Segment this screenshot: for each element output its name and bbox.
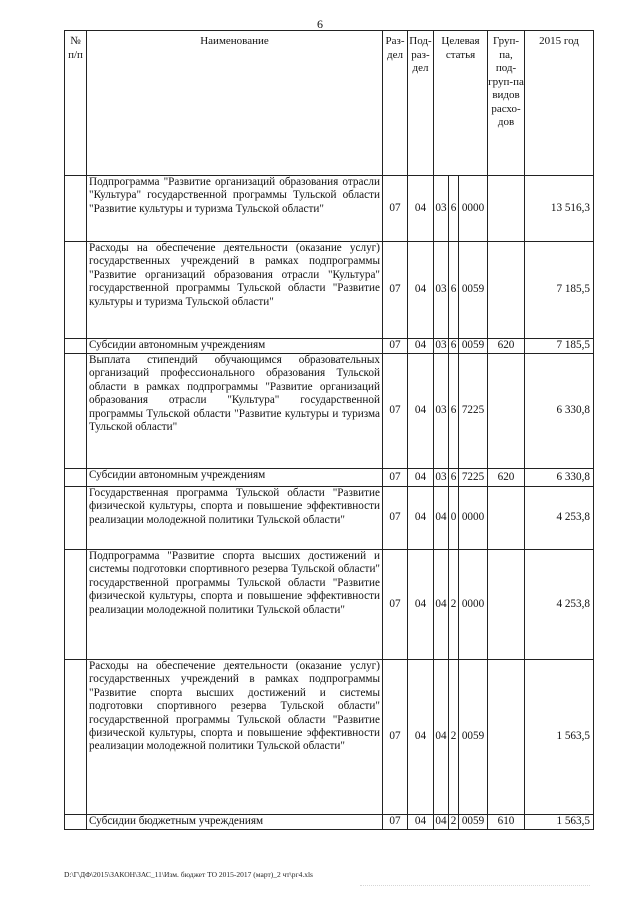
table-row [65,469,594,487]
num-cell [65,550,87,660]
table-body [65,176,594,830]
expense-group-cell: 620 [488,339,525,354]
budget-table [64,30,594,830]
num-cell [65,815,87,830]
name-cell: Государственная программа Тульской области "Развитие физической культуры, спорта и повышение эффективности реализации молодежной политики Тульской области" [87,487,383,550]
name-cell: Подпрограмма "Развитие спорта высших достижений и системы подготовки спортивного резерва Тульской области" государственной программы Тульской области "Развитие физической культуры, спорта и повышение эффективности реализации молодежной политики Тульской области" [87,550,383,660]
target-part1-cell: 04 [434,550,449,660]
table-row [65,550,594,660]
num-cell [65,469,87,487]
target-part3-cell: 0000 [459,176,488,242]
target-part2-cell: 6 [449,354,459,469]
name-cell: Субсидии бюджетным учреждениям [87,815,383,830]
expense-group-cell: 620 [488,469,525,487]
razdel-cell: 07 [383,242,408,339]
target-part2-cell: 6 [449,242,459,339]
target-part1-cell: 03 [434,339,449,354]
amount-cell: 1 563,5 [525,660,594,815]
target-part2-cell: 6 [449,469,459,487]
razdel-cell: 07 [383,487,408,550]
target-part3-cell: 0059 [459,242,488,339]
amount-cell: 4 253,8 [525,487,594,550]
num-cell [65,660,87,815]
target-part1-cell: 04 [434,487,449,550]
target-part3-cell: 0059 [459,339,488,354]
razdel-cell: 07 [383,354,408,469]
amount-cell: 7 185,5 [525,242,594,339]
header-year-2015: 2015 год [525,31,594,176]
target-part1-cell: 03 [434,354,449,469]
target-part1-cell: 04 [434,660,449,815]
scan-artifact-line [360,885,590,888]
podrazdel-cell: 04 [408,487,434,550]
target-part1-cell: 03 [434,242,449,339]
razdel-cell: 07 [383,339,408,354]
num-cell [65,487,87,550]
podrazdel-cell: 04 [408,815,434,830]
podrazdel-cell: 04 [408,550,434,660]
header-name: Наименование [87,31,383,176]
amount-cell: 4 253,8 [525,550,594,660]
header-target-article: Целевая статья [434,31,488,176]
table-row [65,354,594,469]
podrazdel-cell: 04 [408,660,434,815]
podrazdel-cell: 04 [408,469,434,487]
table-row [65,487,594,550]
expense-group-cell [488,487,525,550]
expense-group-cell [488,242,525,339]
razdel-cell: 07 [383,469,408,487]
expense-group-cell [488,550,525,660]
num-cell [65,176,87,242]
header-row [65,31,594,176]
razdel-cell: 07 [383,550,408,660]
table-row [65,242,594,339]
amount-cell: 6 330,8 [525,469,594,487]
table-row [65,339,594,354]
podrazdel-cell: 04 [408,176,434,242]
name-cell: Субсидии автономным учреждениям [87,469,383,487]
name-cell: Выплата стипендий обучающимся образовательных организаций профессионального образования Тульской области в рамках подпрограммы "Развитие организаций образования отрасли "Культура" государственной программы Тульской области "Развитие культуры и туризма Тульской области" [87,354,383,469]
amount-cell: 13 516,3 [525,176,594,242]
target-part3-cell: 0000 [459,550,488,660]
target-part2-cell: 2 [449,660,459,815]
target-part2-cell: 2 [449,550,459,660]
num-cell [65,242,87,339]
target-part3-cell: 0059 [459,660,488,815]
target-part1-cell: 03 [434,176,449,242]
target-part2-cell: 6 [449,339,459,354]
table-row [65,815,594,830]
podrazdel-cell: 04 [408,242,434,339]
amount-cell: 6 330,8 [525,354,594,469]
name-cell: Расходы на обеспечение деятельности (оказание услуг) государственных учреждений в рамках подпрограммы "Развитие спорта высших достижений и системы подготовки спортивного резерва Тульской области" государственной программы Тульской области "Развитие физической культуры, спорта и повышение эффективности реализации молодежной политики Тульской области" [87,660,383,815]
name-cell: Расходы на обеспечение деятельности (оказание услуг) государственных учреждений в рамках подпрограммы "Развитие организаций образования отрасли "Культура" государственной программы Тульской области "Развитие культуры и туризма Тульской области" [87,242,383,339]
header-expense-group: Груп-па, под-груп-па видов расхо-дов [488,31,525,176]
expense-group-cell: 610 [488,815,525,830]
expense-group-cell [488,176,525,242]
table-row [65,660,594,815]
target-part3-cell: 7225 [459,354,488,469]
header-podrazdel: Под-раз-дел [408,31,434,176]
target-part3-cell: 0059 [459,815,488,830]
podrazdel-cell: 04 [408,354,434,469]
razdel-cell: 07 [383,660,408,815]
target-part3-cell: 7225 [459,469,488,487]
razdel-cell: 07 [383,176,408,242]
amount-cell: 1 563,5 [525,815,594,830]
num-cell [65,339,87,354]
razdel-cell: 07 [383,815,408,830]
header-razdel: Раз-дел [383,31,408,176]
num-cell [65,354,87,469]
page-number: 6 [317,17,323,31]
target-part2-cell: 0 [449,487,459,550]
table-row [65,176,594,242]
target-part2-cell: 6 [449,176,459,242]
name-cell: Субсидии автономным учреждениям [87,339,383,354]
file-path-footer: D:\Г\ДФ\2015\ЗАКОН\ЗАС_11\Изм. бюджет ТО 2015-2017 (март)_2 чт\рг4.xls [64,870,313,879]
podrazdel-cell: 04 [408,339,434,354]
expense-group-cell [488,660,525,815]
expense-group-cell [488,354,525,469]
name-cell: Подпрограмма "Развитие организаций образования отрасли "Культура" государственной программы Тульской области "Развитие культуры и туризма Тульской области" [87,176,383,242]
target-part3-cell: 0000 [459,487,488,550]
amount-cell: 7 185,5 [525,339,594,354]
target-part1-cell: 04 [434,815,449,830]
header-num: № п/п [65,31,87,176]
target-part1-cell: 03 [434,469,449,487]
target-part2-cell: 2 [449,815,459,830]
